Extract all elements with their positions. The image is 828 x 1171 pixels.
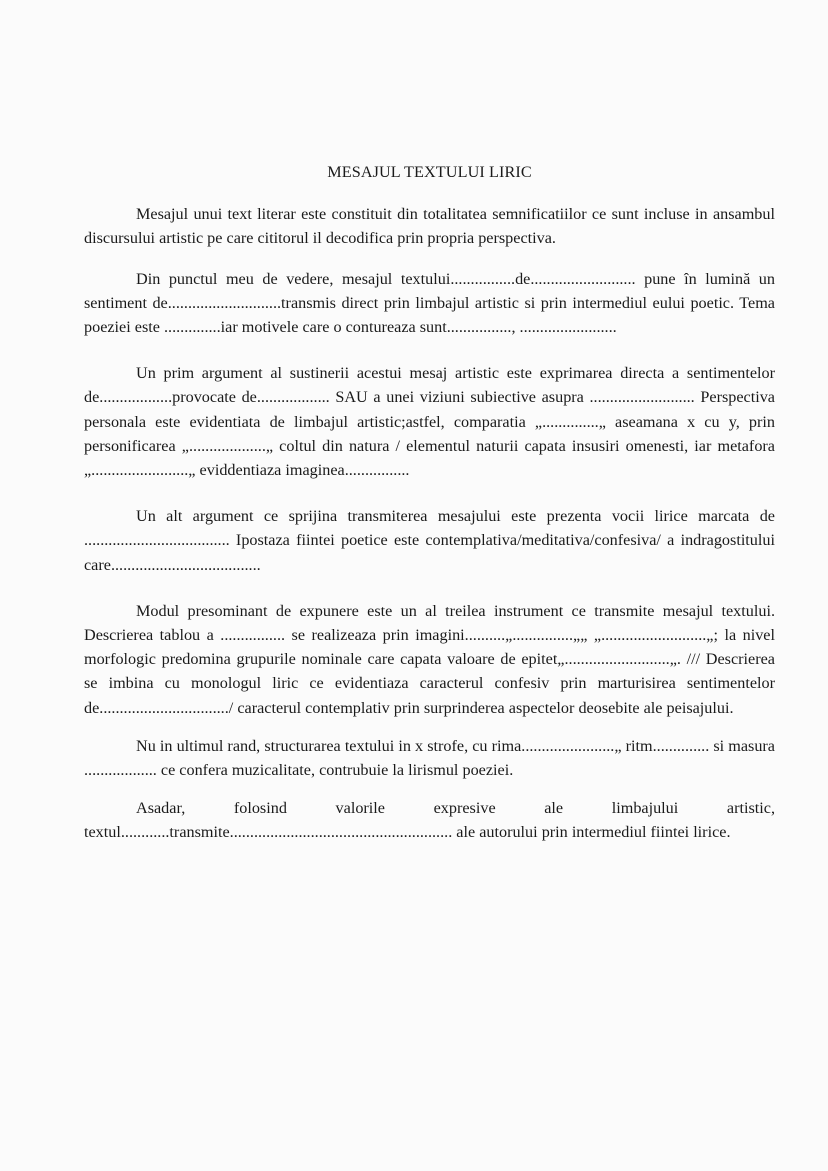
- paragraph-structure: Nu in ultimul rand, structurarea textului in x strofe, cu rima.......................„ ritm.............. si masura .................. ce confera muzicalitate, contrubuie la lirismul poeziei.: [84, 736, 775, 780]
- paragraph-definition: Mesajul unui text literar este constituit din totalitatea semnificatiilor ce sunt incluse in ansambul discursului artistic pe care cititorul il decodifica prin propria perspectiva.: [84, 205, 775, 248]
- document-body: [84, 160, 775, 859]
- document-title: MESAJUL TEXTULUI LIRIC: [327, 163, 532, 181]
- paragraph-third-argument: Modul presominant de expunere este un al treilea instrument ce transmite mesajul textului. Descrierea tablou a ................ se realizeaza prin imagini..........„...............„„ „..........................„; la nivel morfologic predomina grupurile nominale care capata valoare de epitet„..........................„. /// Descrierea se imbina cu monologul liric ce evidentiaza caracterul confesiv prin marturisirea sentimentelor de................................/ caracterul contemplativ prin surprinderea aspectelor deosebite ale peisajului.: [84, 601, 775, 717]
- paragraph-second-argument: Un alt argument ce sprijina transmiterea mesajului este prezenta vocii lirice marcata de .................................... Ipostaza fiintei poetice este contemplativa/meditativa/confesiva/ a indragostitului care.....................................: [84, 507, 775, 574]
- paragraph-first-argument: Un prim argument al sustinerii acestui mesaj artistic este exprimarea directa a sentimentelor de..................provocate de.................. SAU a unei viziuni subiective asupra .......................... Perspectiva personala este evidentiata de limbajul artistic;astfel, comparatia „..............„ aseamana x cu y, prin personificarea „...................„ coltul din natura / elementul naturii capata insusiri omenesti, iar metafora „........................„ eviddentiaza imaginea................: [84, 364, 775, 480]
- paragraph-point-of-view: Din punctul meu de vedere, mesajul textului................de.......................... pune în lumină un sentiment de............................transmis direct prin limbajul artistic si prin intermediul eului poetic. Tema poeziei este ..............iar motivele care o contureaza sunt................, ........................: [84, 269, 775, 337]
- paragraph-conclusion: Asadar, folosind valorile expresive ale limbajului artistic, textul............transmite....................................................... ale autorului prin intermediul fiintei lirice.: [84, 799, 775, 842]
